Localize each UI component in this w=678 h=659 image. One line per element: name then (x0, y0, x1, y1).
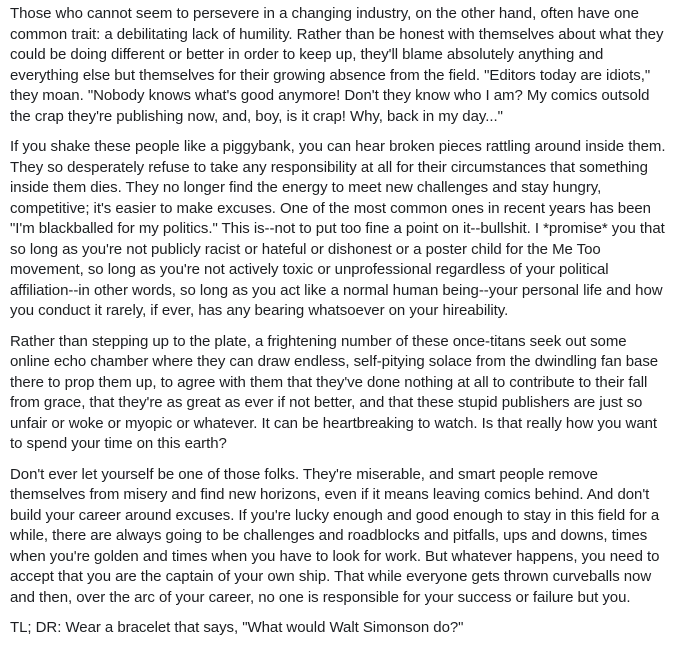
paragraph-tldr: TL; DR: Wear a bracelet that says, "What would Walt Simonson do?" (10, 619, 464, 636)
paragraph-echo-chamber: Rather than stepping up to the plate, a frightening number of these once-titans seek out some online echo chamber where they can draw endless, self-pitying solace from the dwindling fan base there to prop them up, to agree with them that they've done nothing at all to contribute to their fall from grace, that they're as great as ever if not better, and that these stupid publishers are just so unfair or woke or myopic or whatever. It can be heartbreaking to watch. Is that really how you want to spend your time on this earth? (10, 332, 659, 452)
paragraph-excuses: Don't ever let yourself be one of those folks. They're miserable, and smart people remove themselves from misery and find new horizons, even if it means leaving comics behind. And don't build your career around excuses. If you're lucky enough and good enough to stay in this field for a while, there are always going to be challenges and roadblocks and pitfalls, ups and downs, times when you're golden and times when you have to look for work. But whatever happens, you need to accept that you are the captain of your own ship. That while everyone gets thrown curveballs now and then, over the arc of your career, no one is responsible for your success or failure but you. (10, 465, 660, 606)
paragraph-piggybank: If you shake these people like a piggybank, you can hear broken pieces rattling around inside them. They so desperately refuse to take any responsibility at all for their circumstances that something inside them dies. They no longer find the energy to meet new challenges and stay hungry, competitive; it's easier to make excuses. One of the most common ones in recent years has been "I'm blackballed for my politics." This is--not to put too fine a point on it--bullshit. I *promise* you that so long as you're not publicly racist or hateful or dishonest or a poster child for the Me Too movement, so long as you're not actively toxic or unprofessional regardless of your political affiliation--in other words, so long as you act like a normal human being--your personal life and how you conduct it rarely, if ever, has any bearing whatsoever on your hireability. (10, 138, 666, 319)
paragraph-humility: Those who cannot seem to persevere in a changing industry, on the other hand, often have one common trait: a debilitating lack of humility. Rather than be honest with themselves about what they could be doing different or better in order to keep up, they'll blame absolutely anything and everything else but themselves for their growing absence from the field. "Editors today are idiots," they moan. "Nobody knows what's good anymore! Don't they know who I am? My comics outsold the crap they're publishing now, and, boy, is it crap! Why, back in my day..." (10, 5, 664, 125)
